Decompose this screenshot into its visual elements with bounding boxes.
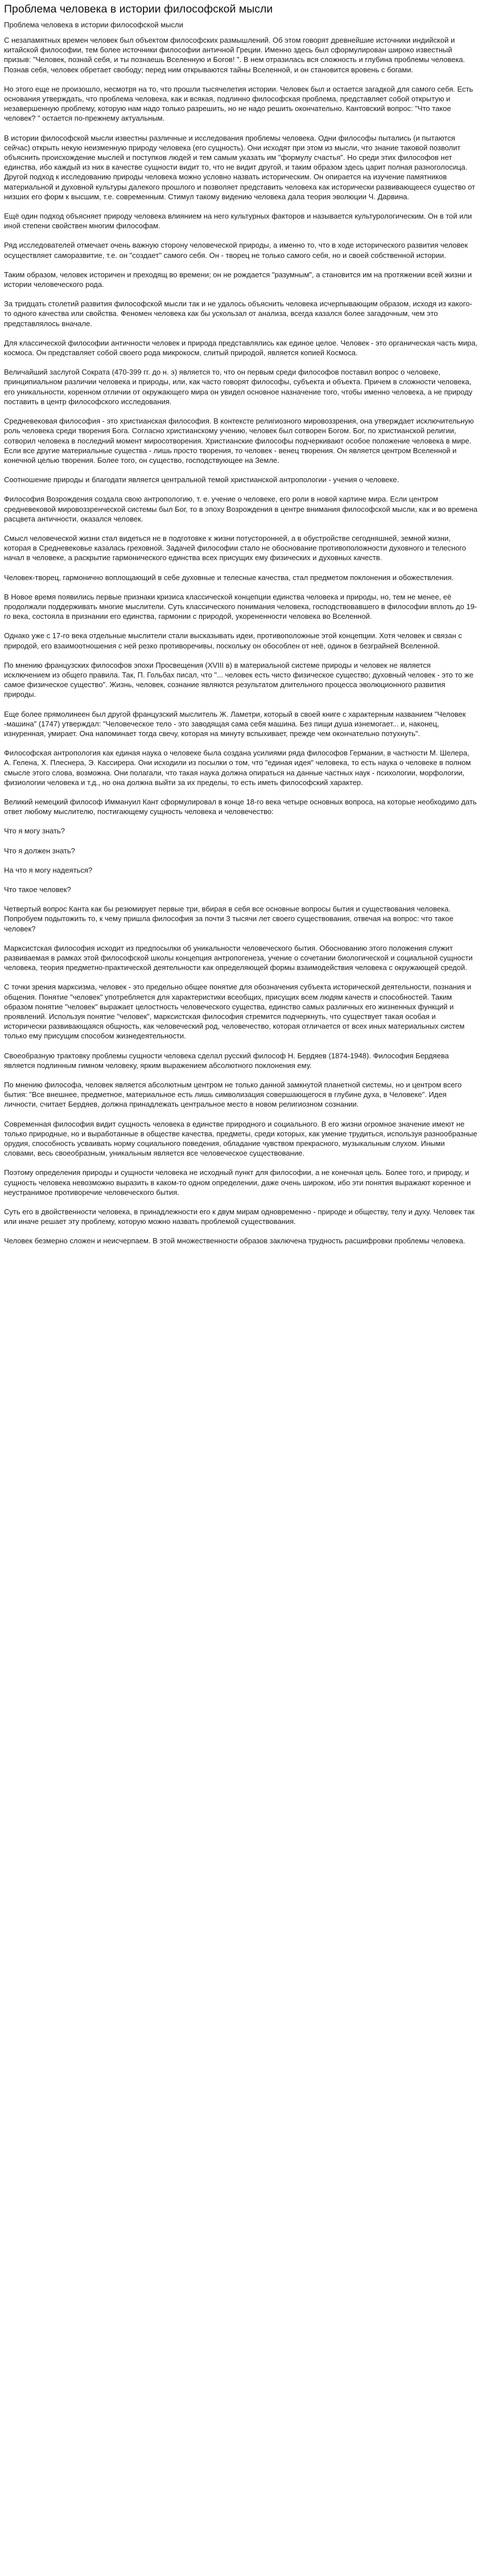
paragraph: Ряд исследователей отмечает очень важную сторону человеческой природы, а именно то, что в ходе исторического развития человек осуществляет саморазвитие, т.е. он "создает" самого себя. Он - творец не только самого себя, но и своей собственной истории. <box>4 241 468 260</box>
paragraph: Но этого еще не произошло, несмотря на то, что прошли тысячелетия истории. Человек был и остается загадкой для самого себя. Есть основания утверждать, что проблема человека, как и всякая, подлинно философская проблема, представляет собой открытую и незавершенную проблему, которую нам надо только разрешить, но не надо решить окончательно. Кантовский вопрос: "Что такое человек? " остается по-прежнему актуальным. <box>4 84 473 123</box>
paragraph: Таким образом, человек историчен и преходящ во времени; он не рождается "разумным", а становится им на протяжении всей жизни и истории человеческого рода. <box>4 270 472 289</box>
page-title: Проблема человека в истории философской мысли <box>4 3 273 15</box>
paragraph: Философия Возрождения создала свою антропологию, т. е. учение о человеке, его роли в новой картине мира. Если центром средневековой мировоззренческой системы был Бог, то в эпоху Возрождения в центре внимания философской мысли, как и во времена расцвета античности, оказался человек. <box>4 495 477 523</box>
paragraph: За тридцать столетий развития философской мысли так и не удалось объяснить человека исчерпывающим образом, исходя из какого-то одного качества или свойства. Феномен человека как бы ускользал от анализа, всегда казался более загадочным, чем это представлялось вначале. <box>4 299 472 328</box>
paragraph: Что такое человек? <box>4 885 71 894</box>
paragraph: Человек-творец, гармонично воплощающий в себе духовные и телесные качества, стал предметом поклонения и обожествления. <box>4 573 454 582</box>
paragraph: Современная философия видит сущность человека в единстве природного и социального. В его жизни огромное значение имеют не только природные, но и выработанные в обществе качества, предметы, среди которых, как умение трудиться, используя разнообразные орудия, способность усваивать норму социального поведения, обладание чувством прекрасного, музыкальным слухом. Иными словами, весь своеобразным, уникальным является все человеческое существование. <box>4 1119 477 1158</box>
paragraph: На что я могу надеяться? <box>4 865 93 874</box>
paragraph: Марксистская философия исходит из предпосылки об уникальности человеческого бытия. Обоснованию этого положения служит развиваемая в рамках этой философской школы концепция антропогенеза, учение о сочетании биологической и социальной сущности человека, теория предметно-практической деятельности как определяющей формы взаимодействия человека с окружающей средой. <box>4 943 473 972</box>
paragraph: Великий немецкий философ Иммануил Кант сформулировал в конце 18-го века четыре основных вопроса, на которые необходимо дать ответ любому мыслителю, постигающему сущность человека и человечество: <box>4 797 477 816</box>
paragraph: Соотношение природы и благодати является центральной темой христианской антропологии - учения о человеке. <box>4 475 399 484</box>
paragraph: Однако уже с 17-го века отдельные мыслители стали высказывать идеи, противоположные этой концепции. Хотя человек и связан с природой, его взаимоотношения с ней резко противоречивы, поскольку он обособлен от неё, одинок в безграйней Вселенной. <box>4 631 462 650</box>
paragraph: В истории философской мысли известны различные и исследования проблемы человека. Одни философы пытались (и пытаются сейчас) открыть некую неизменную природу человека (его сущность). Они исходят при этом из мысли, что знание таковой позволит объяснить происхождение мыслей и поступков людей и тем самым указать им "формулу счастья". Но среди этих философов нет единства, ибо каждый из них в качестве сущности видит то, что не видит другой, и таким образом здесь царит полная разноголосица. Другой подход к исследованию природы человека можно условно назвать историческим. Он опирается на изучение памятников материальной и духовной культуры далекого прошлого и позволяет представить человека как исторически развивающееся существо от низших его форм к высшим, т.е. современным. Стимул такому видению человека дала теория эволюции Ч. Дарвина. <box>4 133 475 201</box>
paragraph: По мнению философа, человек является абсолютным центром не только данной замкнутой планетной системы, но и центром всего бытия: "Все внешнее, предметное, материальное есть лишь символизация совершающегося в глубине духа, в Человеке". Идея личности, считает Бердяев, должна принадлежать центральное место в новом религиозном сознании. <box>4 1080 462 1109</box>
paragraph: Величайший заслугой Сократа (470-399 гг. до н. э) является то, что он первым среди философов поставил вопрос о человеке, принципиальном различии человека и природы, или, как часто говорят философы, субъекта и объекта. Причем в сложности человека, его уникальности, коренном отличии от окружающего мира он увидел основное назначение того, чтобы именно человека, а не природу поставить в центр философского исследования. <box>4 368 473 406</box>
paragraph: С точки зрения марксизма, человек - это предельно общее понятие для обозначения субъекта исторической деятельности, познания и общения. Понятие "человек" употребляется для характеристики всеобщих, присущих всем людям качеств и способностей. Таким образом понятие "человек" выражает целостность человеческого существа, единство самых различных его жизненных функций и проявлений. Используя понятие "человек", марксистская философия стремится подчеркнуть, что существует такая особая и исторически развивающаяся общность, как человеческий род, человечество, которая отличается от всех иных материальных систем только ему присущим способом жизнедеятельности. <box>4 983 472 1041</box>
paragraph: Средневековая философия - это христианская философия. В контексте религиозного мировоззрения, она утверждает исключительную роль человека среди творения Бога. Согласно христианскому учению, человек был сотворен Богом. Бог, по христианской религии, сотворил человека в последний момент миросотворения. Христианские философы подчеркивают особое положение человека в мире. Если все другие материальные существа - лишь просто творения, то человек - венец творения. Он является центром Вселенной и конечной целью творения. Более того, он существо, господствующее на Земле. <box>4 417 474 465</box>
paragraph: В Новое время появились первые признаки кризиса классической концепции единства человека и природы, но, тем не менее, её продолжали поддерживать многие мыслители. Суть классического понимания человека, господствовавшего в философии вплоть до 19-го века, состояла в признании его единства, гармонии с природой, укорененности человека во Вселенной. <box>4 592 477 621</box>
paragraph: Что я могу знать? <box>4 827 65 836</box>
paragraph: Своеобразную трактовку проблемы сущности человека сделал русский философ Н. Бердяев (1874-1948). Философия Бердяева является подлинным гимном человеку, ярким выражением абсолютного поклонения ему. <box>4 1051 449 1070</box>
paragraph: Поэтому определения природы и сущности человека не исходный пункт для философии, а не конечная цель. Более того, и природу, и сущность человека невозможно выразить в каком-то одном определении, даже очень широком, ибо эти понятия выражают коренное и неустранимое противоречие человеческого бытия. <box>4 1168 471 1197</box>
paragraph: Философская антропология как единая наука о человеке была создана усилиями ряда философов Германии, в частности М. Шелера, А. Гелена, Х. Плеснера, Э. Кассирера. Они исходили из посылки о том, что "единая идея" человека, то есть наука о человеке в полном смысле этого слова, возможна. Они полагали, что такая наука должна опираться на данные частных наук - психологии, морфологии, физиологии человека и т.д., но она должна выйти за их пределы, то есть иметь философский характер. <box>4 749 471 787</box>
paragraph: Ещё один подход объясняет природу человека влиянием на него культурных факторов и называется культурологическим. Он в той или иной степени свойствен многим философам. <box>4 212 472 231</box>
paragraph: Еще более прямолинеен был другой французский мыслитель Ж. Ламетри, который в своей книге с характерным названием "Человек -машина" (1747) утверждал: "Человеческое тело - это заводящая сама себя машина. Без пищи душа изнемогает... и, наконец, изнуренная, умирает. Она напоминает тогда свечу, которая на минуту вспыхивает, прежде чем окончательно потухнуть". <box>4 709 466 738</box>
paragraph: Что я должен знать? <box>4 846 75 855</box>
article-body <box>4 35 478 1246</box>
page-subtitle: Проблема человека в истории философской мысли <box>4 20 183 29</box>
paragraph: По мнению французских философов эпохи Просвещения (XVIII в) в материальной системе природы и человек не является исключением из общего правила. Так, П. Гольбах писал, что "... человек есть чисто физическое существо; духовный человек - это то же самое физическое существо". Жизнь, человек, сознание являются результатом длительного процесса эволюционного развития природы. <box>4 660 473 699</box>
paragraph: С незапамятных времен человек был объектом философских размышлений. Об этом говорят древнейшие источники индийской и китайской философии, тем более источники философии античной Греции. Именно здесь был сформулирован широко известный призыв: "Человек, познай себя, и ты познаешь Вселенную и Богов! ". В нем отразилась вся сложность и глубина проблемы человека. Познав себя, человек обретает свободу; перед ним открываются тайны Вселенной, и он становится вровень с богами. <box>4 36 465 74</box>
paragraph: Суть его в двойственности человека, в принадлежности его к двум мирам одновременно - природе и обществу, телу и духу. Человек так или иначе решает эту проблему, которую можно назвать проблемой существования. <box>4 1207 475 1226</box>
document-page <box>0 0 482 1267</box>
paragraph: Человек безмерно сложен и неисчерпаем. В этой множественности образов заключена трудность расшифровки проблемы человека. <box>4 1236 465 1246</box>
paragraph: Для классической философии античности человек и природа представлялись как единое целое. Человек - это органическая часть мира, космоса. Он представляет собой своего рода микрокосм, слитый природой, является копией Космоса. <box>4 338 478 358</box>
paragraph: Четвертый вопрос Канта как бы резюмирует первые три, вбирая в себя все основные вопросы бытия и существования человека. Попробуем подытожить то, к чему пришла философия за почти 3 тысячи лет своего существования, отвечая на вопрос: что такое человек? <box>4 905 454 933</box>
paragraph: Смысл человеческой жизни стал видеться не в подготовке к жизни потусторонней, а в обустройстве сегодняшней, земной жизни, которая в Средневековье казалась греховной. Задачей философии стало не обоснование противоположности духовного и телесного начал в человеке, а раскрытие гармонического единства всех присущих ему физических и духовных качеств. <box>4 533 466 562</box>
